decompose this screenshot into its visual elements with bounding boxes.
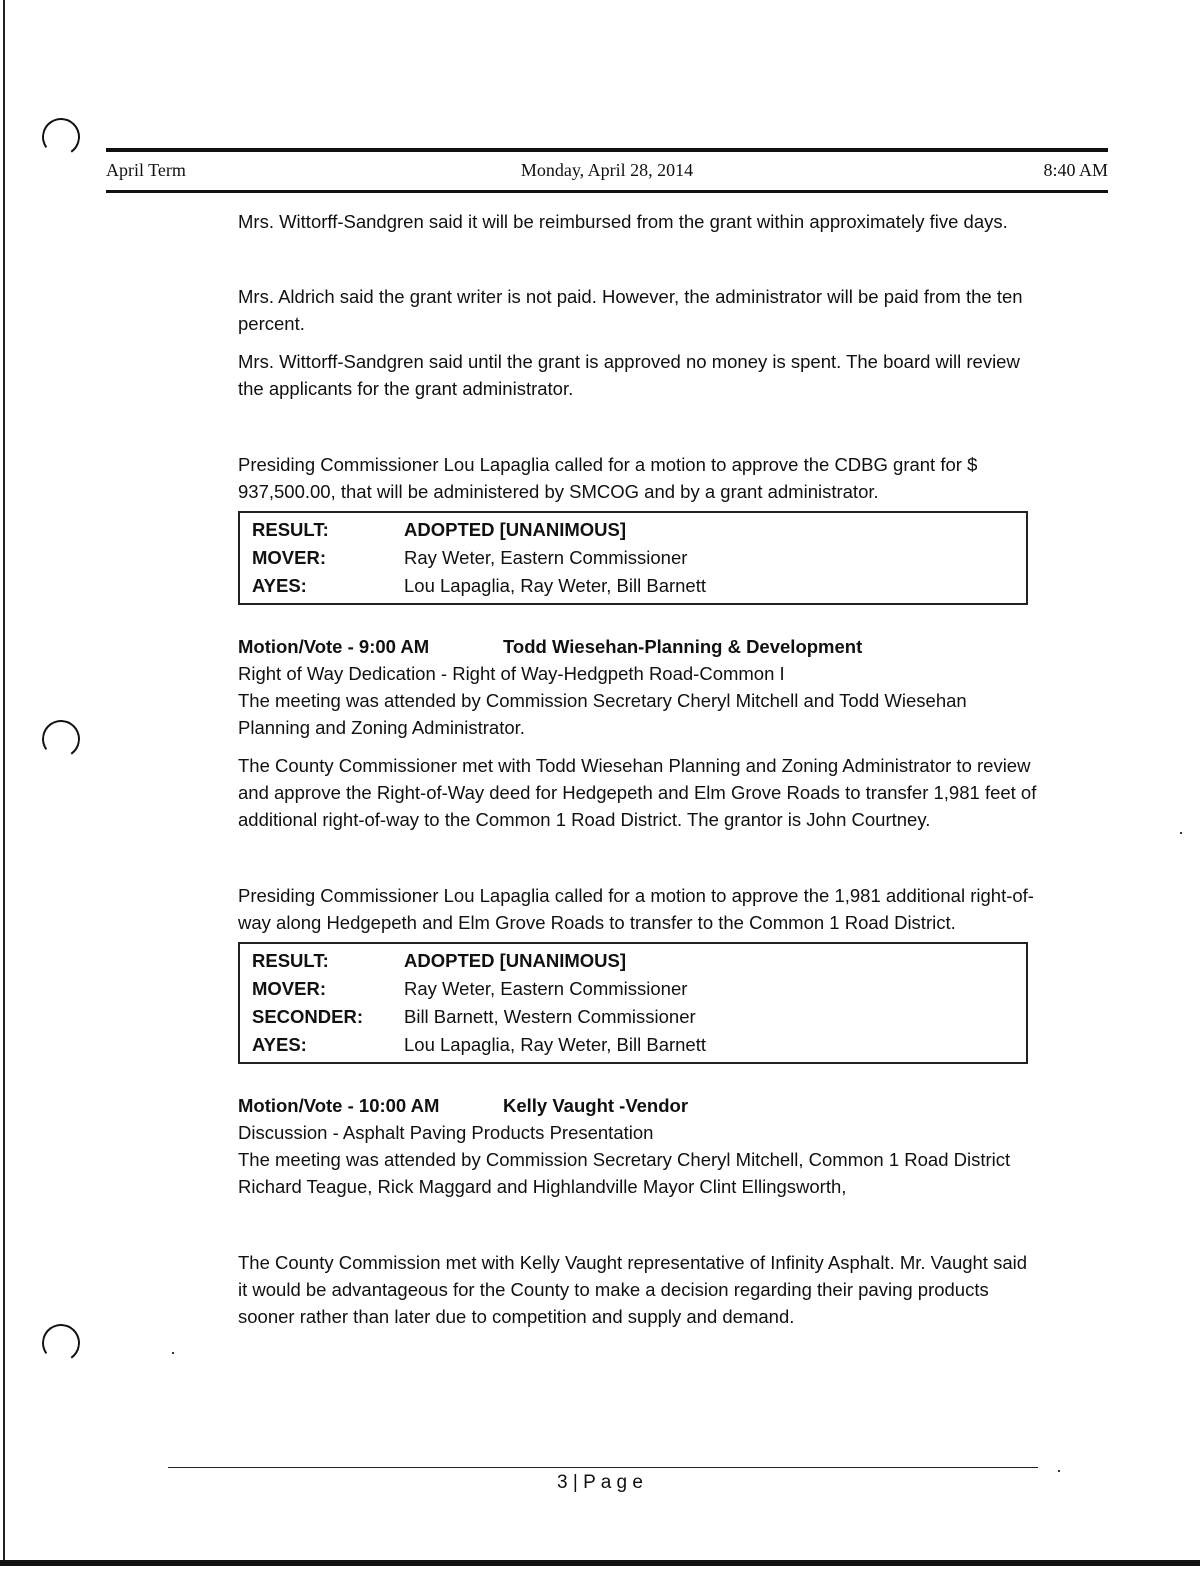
- section-time: Motion/Vote - 9:00 AM: [238, 636, 430, 657]
- motion-paragraph: Presiding Commissioner Lou Lapaglia called for a motion to approve the 1,981 additional right-of-way along Hedgepeth and Elm Grove Roads to transfer to the Common 1 Road District.: [238, 885, 1034, 933]
- section-time: Motion/Vote - 10:00 AM: [238, 1095, 440, 1116]
- footer-rule: [168, 1467, 1038, 1468]
- attendance-paragraph: The meeting was attended by Commission Secretary Cheryl Mitchell and Todd Wiesehan Planning and Zoning Administrator.: [238, 690, 967, 738]
- vote-label: RESULT:: [252, 950, 329, 971]
- attendance-paragraph: The meeting was attended by Commission Secretary Cheryl Mitchell, Common 1 Road District Richard Teague, Rick Maggard and Highlandville Mayor Clint Ellingsworth,: [238, 1149, 1011, 1197]
- vote-value: Lou Lapaglia, Ray Weter, Bill Barnett: [404, 575, 706, 596]
- section-title: Todd Wiesehan-Planning & Development: [503, 636, 863, 657]
- vote-label: AYES:: [252, 575, 307, 596]
- section-subtitle: Discussion - Asphalt Paving Products Presentation: [238, 1122, 654, 1143]
- vote-value: ADOPTED [UNANIMOUS]: [404, 950, 626, 971]
- scan-edge-bottom: [0, 1560, 1200, 1566]
- vote-label: SECONDER:: [252, 1006, 364, 1027]
- binder-hole-icon: [39, 717, 83, 761]
- vote-row: [252, 516, 1026, 544]
- vote-value: Ray Weter, Eastern Commissioner: [404, 547, 688, 568]
- vote-label: RESULT:: [252, 519, 329, 540]
- paragraph: Mrs. Wittorff-Sandgren said it will be reimbursed from the grant within approximately five days.: [238, 211, 1008, 232]
- paragraph: Mrs. Wittorff-Sandgren said until the grant is approved no money is spent. The board will review the applicants for the grant administrator.: [238, 351, 1020, 399]
- scan-speck: [172, 1352, 174, 1354]
- section-title: Kelly Vaught -Vendor: [503, 1095, 689, 1116]
- section-heading: [238, 1092, 1038, 1119]
- vote-row: [252, 544, 1026, 572]
- binder-hole-icon: [39, 115, 83, 159]
- paragraph: The County Commissioner met with Todd Wiesehan Planning and Zoning Administrator to review and approve the Right-of-Way deed for Hedgepeth and Elm Grove Roads to transfer 1,981 feet of additional right-of-way to the Common 1 Road District. The grantor is John Courtney.: [238, 755, 1037, 830]
- binder-hole-icon: [39, 1321, 83, 1365]
- vote-value: Bill Barnett, Western Commissioner: [404, 1006, 696, 1027]
- section-heading: [238, 633, 1038, 660]
- header-rule-bottom: [106, 190, 1108, 193]
- paragraph: Mrs. Aldrich said the grant writer is not paid. However, the administrator will be paid from the ten percent.: [238, 286, 1023, 334]
- vote-table: [238, 942, 1028, 1064]
- minutes-body: [238, 208, 1038, 1330]
- vote-value: Lou Lapaglia, Ray Weter, Bill Barnett: [404, 1034, 706, 1055]
- page-header: [106, 160, 1108, 184]
- vote-row: [252, 975, 1026, 1003]
- vote-value: ADOPTED [UNANIMOUS]: [404, 519, 626, 540]
- vote-row: [252, 1003, 1026, 1031]
- header-term: April Term: [106, 160, 186, 180]
- header-date: Monday, April 28, 2014: [520, 160, 694, 180]
- scan-edge-left: [3, 0, 5, 1560]
- scan-speck: [1180, 832, 1182, 834]
- vote-label: MOVER:: [252, 547, 326, 568]
- section-subtitle: Right of Way Dedication - Right of Way-Hedgpeth Road-Common I: [238, 663, 785, 684]
- header-rule-top: [106, 148, 1108, 152]
- motion-paragraph: Presiding Commissioner Lou Lapaglia called for a motion to approve the CDBG grant for $ 937,500.00, that will be administered by SMCOG and by a grant administrator.: [238, 454, 978, 502]
- vote-value: Ray Weter, Eastern Commissioner: [404, 978, 688, 999]
- vote-row: [252, 1031, 1026, 1059]
- page-number: 3 | P a g e: [557, 1472, 643, 1493]
- header-time: 8:40 AM: [1043, 160, 1108, 180]
- vote-label: AYES:: [252, 1034, 307, 1055]
- vote-row: [252, 947, 1026, 975]
- vote-row: [252, 572, 1026, 600]
- vote-label: MOVER:: [252, 978, 326, 999]
- vote-table: [238, 511, 1028, 605]
- paragraph: The County Commission met with Kelly Vaught representative of Infinity Asphalt. Mr. Vaught said it would be advantageous for the County to make a decision regarding their paving products sooner rather than later due to competition and supply and demand.: [238, 1252, 1028, 1327]
